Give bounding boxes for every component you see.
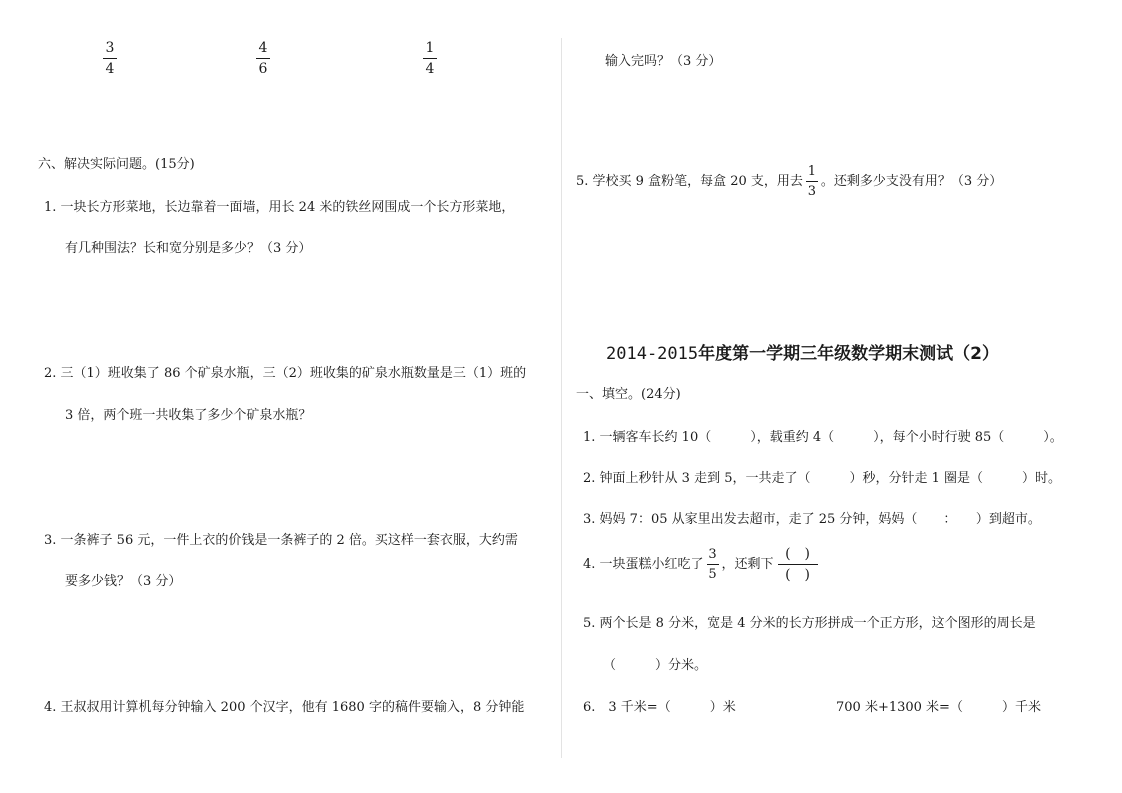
blank-fraction	[778, 545, 818, 584]
fraction-denominator: 4	[425, 61, 435, 77]
fraction-1-4	[423, 40, 437, 77]
section-1-title: 一、填空。(24分)	[576, 387, 681, 402]
problem-5	[576, 164, 1002, 199]
problem-5-text-before: 5. 学校买 9 盒粉笔，每盒 20 支，用去	[576, 174, 803, 189]
fraction-numerator: 3	[708, 547, 717, 562]
fraction-numerator: 1	[425, 40, 435, 56]
fraction-4-6	[256, 40, 270, 77]
fraction-denominator: 3	[807, 184, 817, 199]
column-divider	[561, 38, 562, 758]
fill-item-2: 2. 钟面上秒针从 3 走到 5，一共走了（ ）秒，分针走 1 圈是（ ）时。	[583, 471, 1062, 486]
exam-title	[606, 339, 999, 364]
problem-3-line-1: 3. 一条裤子 56 元，一件上衣的价钱是一条裤子的 2 倍。买这样一套衣服，大约需	[44, 533, 518, 548]
blank-numerator: ( )	[785, 546, 811, 562]
fill-item-5-line-1: 5. 两个长是 8 分米，宽是 4 分米的长方形拼成一个正方形，这个图形的周长是	[583, 616, 1036, 631]
problem-3-line-2: 要多少钱？（3 分）	[65, 574, 182, 589]
problem-5-text-after: 。还剩多少支没有用？（3 分）	[820, 174, 1003, 189]
fill-item-6-part-a: 6. 3 千米=（ ）米	[583, 700, 736, 715]
fill-item-4	[583, 545, 818, 584]
fill-item-4-text-mid: ，还剩下	[721, 557, 774, 572]
problem-2-line-1: 2. 三（1）班收集了 86 个矿泉水瓶，三（2）班收集的矿泉水瓶数量是三（1）班的	[44, 366, 527, 381]
fill-item-6-part-b: 700 米+1300 米=（ ）千米	[836, 700, 1041, 715]
problem-4-line-1: 4. 王叔叔用计算机每分钟输入 200 个汉字，他有 1680 字的稿件要输入，8 分钟能	[44, 700, 525, 715]
fraction-numerator: 3	[105, 40, 115, 56]
problem-1-line-1: 1. 一块长方形菜地，长边靠着一面墙，用长 24 米的铁丝网围成一个长方形菜地，	[44, 200, 515, 215]
problem-2-line-2: 3 倍，两个班一共收集了多少个矿泉水瓶？	[65, 408, 312, 423]
fraction-1-3	[806, 164, 818, 199]
problem-4-continuation: 输入完吗？（3 分）	[605, 54, 722, 69]
fill-item-5-line-2: （ ）分米。	[603, 658, 708, 673]
fill-item-3: 3. 妈妈 7：05 从家里出发去超市，走了 25 分钟，妈妈（ ： ）到超市。	[583, 512, 1041, 527]
blank-denominator: ( )	[785, 567, 811, 583]
fill-item-1: 1. 一辆客车长约 10（ ），载重约 4（ ），每个小时行驶 85（ ）。	[583, 430, 1063, 445]
fraction-denominator: 4	[105, 61, 115, 77]
fraction-denominator: 6	[258, 61, 268, 77]
fraction-numerator: 4	[258, 40, 268, 56]
fraction-numerator: 1	[807, 164, 817, 179]
fill-item-4-text-before: 4. 一块蛋糕小红吃了	[583, 557, 704, 572]
fraction-3-4	[103, 40, 117, 77]
fraction-3-5	[707, 547, 719, 582]
exam-title-year: 2014-2015	[606, 344, 699, 364]
problem-1-line-2: 有几种围法？长和宽分别是多少？（3 分）	[65, 241, 312, 256]
section-6-title: 六、解决实际问题。(15分)	[38, 157, 195, 172]
fraction-denominator: 5	[708, 567, 717, 582]
exam-title-text: 年度第一学期三年级数学期末测试（2）	[698, 344, 999, 364]
